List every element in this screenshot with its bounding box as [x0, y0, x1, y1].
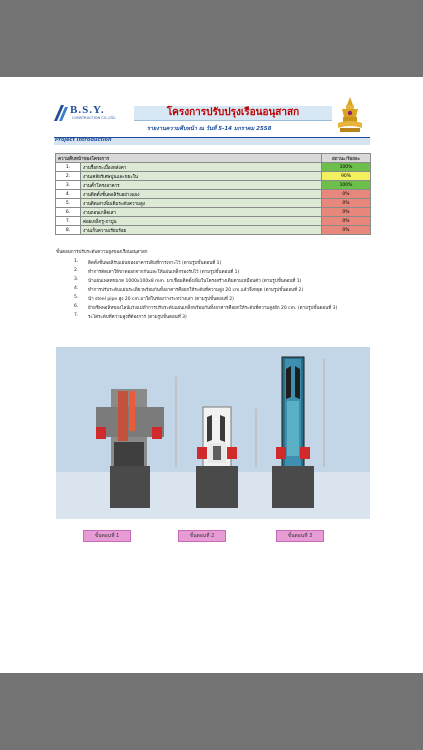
step-text: นำแผ่นเพลทขนาด 1000x100x8 mm. มาเชื่อมติดตั้งเพิ่มในโครงสร้างเดิมตามเหมือนตัว (ตามรูปขั้นตอนที่ 1) [88, 279, 302, 284]
table-row [56, 163, 371, 172]
step-text: ทำการตัดเสาให้ขาดออกจากกันและให้แผ่นเหล็กรองรับไว้ (ตามรูปขั้นตอนที่ 1) [88, 270, 240, 275]
step-number: 4. [74, 286, 79, 291]
document-title: โครงการปรับปรุงเรือนอนุสาสก [166, 107, 300, 118]
row-status-percent: 0% [322, 217, 371, 226]
step-item [56, 313, 376, 322]
progress-table [55, 153, 371, 235]
section-title: Project Introduction [55, 137, 112, 143]
bsy-logo-icon [54, 105, 70, 121]
stage-2-label: ขั้นตอนที่ 2 [178, 530, 226, 542]
report-date: รายงานความคืบหน้า ณ วันที่ 5-14 มกราคม 2558 [147, 126, 272, 132]
table-row [56, 208, 371, 217]
logo-subtext: CONSTRUCTION CO.,LTD. [72, 116, 116, 120]
step-text: ทำการปรับระดับแผ่นระเดิยวพร้อมกันทั้งอาคารคือยกให้ระดับที่ความสูง 20 cm.แล้วจึงหยุด (ตามรูปขั้นตอนที่ 2) [88, 288, 304, 293]
step-number: 2. [74, 268, 79, 273]
row-task: งานติดตั้งชั้นพอลิรับอย่างแผง [81, 190, 322, 199]
step-text: ระไต่ระดับที่ความสูงที่ต้องการ (ตามรูปขั้นตอนที่ 3) [88, 315, 187, 320]
row-status-percent: 90% [322, 172, 371, 181]
row-task: ค่อยเหล็กรู-ถาปูน [81, 217, 322, 226]
step-item [56, 304, 376, 313]
row-status-percent: 100% [322, 163, 371, 172]
steps-heading: ขั้นตอนการปรับระดับความสูงของเรือนอนุสาสก [56, 250, 148, 255]
logo-text: B.S.Y. [70, 104, 105, 116]
step-text: นำ steel pipe สูง 20 cm.มาใส่ในช่องว่างระหว่างเสา (ตามรูปขั้นตอนที่ 2) [88, 297, 234, 302]
row-number: 3. [56, 181, 81, 190]
section-header [54, 137, 370, 145]
steps-section [56, 248, 376, 322]
table-header-task: ความคืบหน้าของโครงการ [56, 154, 322, 163]
step-number: 3. [74, 277, 79, 282]
university-emblem-icon [336, 97, 364, 135]
table-row [56, 199, 371, 208]
table-row [56, 172, 371, 181]
row-task: งานติดเสาเพิ่มเติมระดับความสูง [81, 199, 322, 208]
step-number: 7. [74, 313, 79, 318]
table-header-status: สถานะ/ร้อยละ [322, 154, 371, 163]
step-text: ติดตั้งชั้นพอลิรับแผ่นของอาคารเดิมที่การเจาะไว้ (ตามรูปขั้นตอนที่ 1) [88, 261, 222, 266]
row-status-percent: 0% [322, 199, 371, 208]
row-task: งานเก็บความเรียบร้อย [81, 226, 322, 235]
row-task: งานถอนเกล็ดเสา [81, 208, 322, 217]
row-number: 4. [56, 190, 81, 199]
row-number: 2. [56, 172, 81, 181]
title-bar [134, 106, 332, 121]
row-number: 8. [56, 226, 81, 235]
document-page [0, 77, 423, 673]
row-status-percent: 100% [322, 181, 371, 190]
step-item [56, 268, 376, 277]
row-task: งานรื้อกระเบื้องหลังคา [81, 163, 322, 172]
stage-1-label: ขั้นตอนที่ 1 [83, 530, 131, 542]
row-task: งานค้ำโครงอาคาร [81, 181, 322, 190]
table-row [56, 190, 371, 199]
step-number: 5. [74, 295, 79, 300]
table-row [56, 181, 371, 190]
row-number: 6. [56, 208, 81, 217]
step-item [56, 277, 376, 286]
stage-3-label: ขั้นตอนที่ 3 [276, 530, 324, 542]
row-number: 7. [56, 217, 81, 226]
construction-diagram-photo [56, 347, 370, 519]
step-text: ย้ายชิพพอลิหของไลน์แรงแม่ทำการปรับระดับแผ่นเหล็กพร้อมกันทั้งอาคารคือยกให้ระดับที่ความสูงอีก 20 cm. (ตามรูปขั้นตอนที่ 3) [88, 306, 338, 311]
table-header-row [56, 154, 371, 163]
row-number: 1. [56, 163, 81, 172]
step-item [56, 295, 376, 304]
step-item [56, 259, 376, 268]
row-status-percent: 0% [322, 226, 371, 235]
step-number: 1. [74, 259, 79, 264]
company-logo [54, 105, 134, 121]
row-number: 5. [56, 199, 81, 208]
row-status-percent: 0% [322, 208, 371, 217]
table-row [56, 217, 371, 226]
row-task: งานเคลียร์เศษปูนและขยะใน [81, 172, 322, 181]
step-item [56, 286, 376, 295]
step-number: 6. [74, 304, 79, 309]
row-status-percent: 0% [322, 190, 371, 199]
table-row [56, 226, 371, 235]
